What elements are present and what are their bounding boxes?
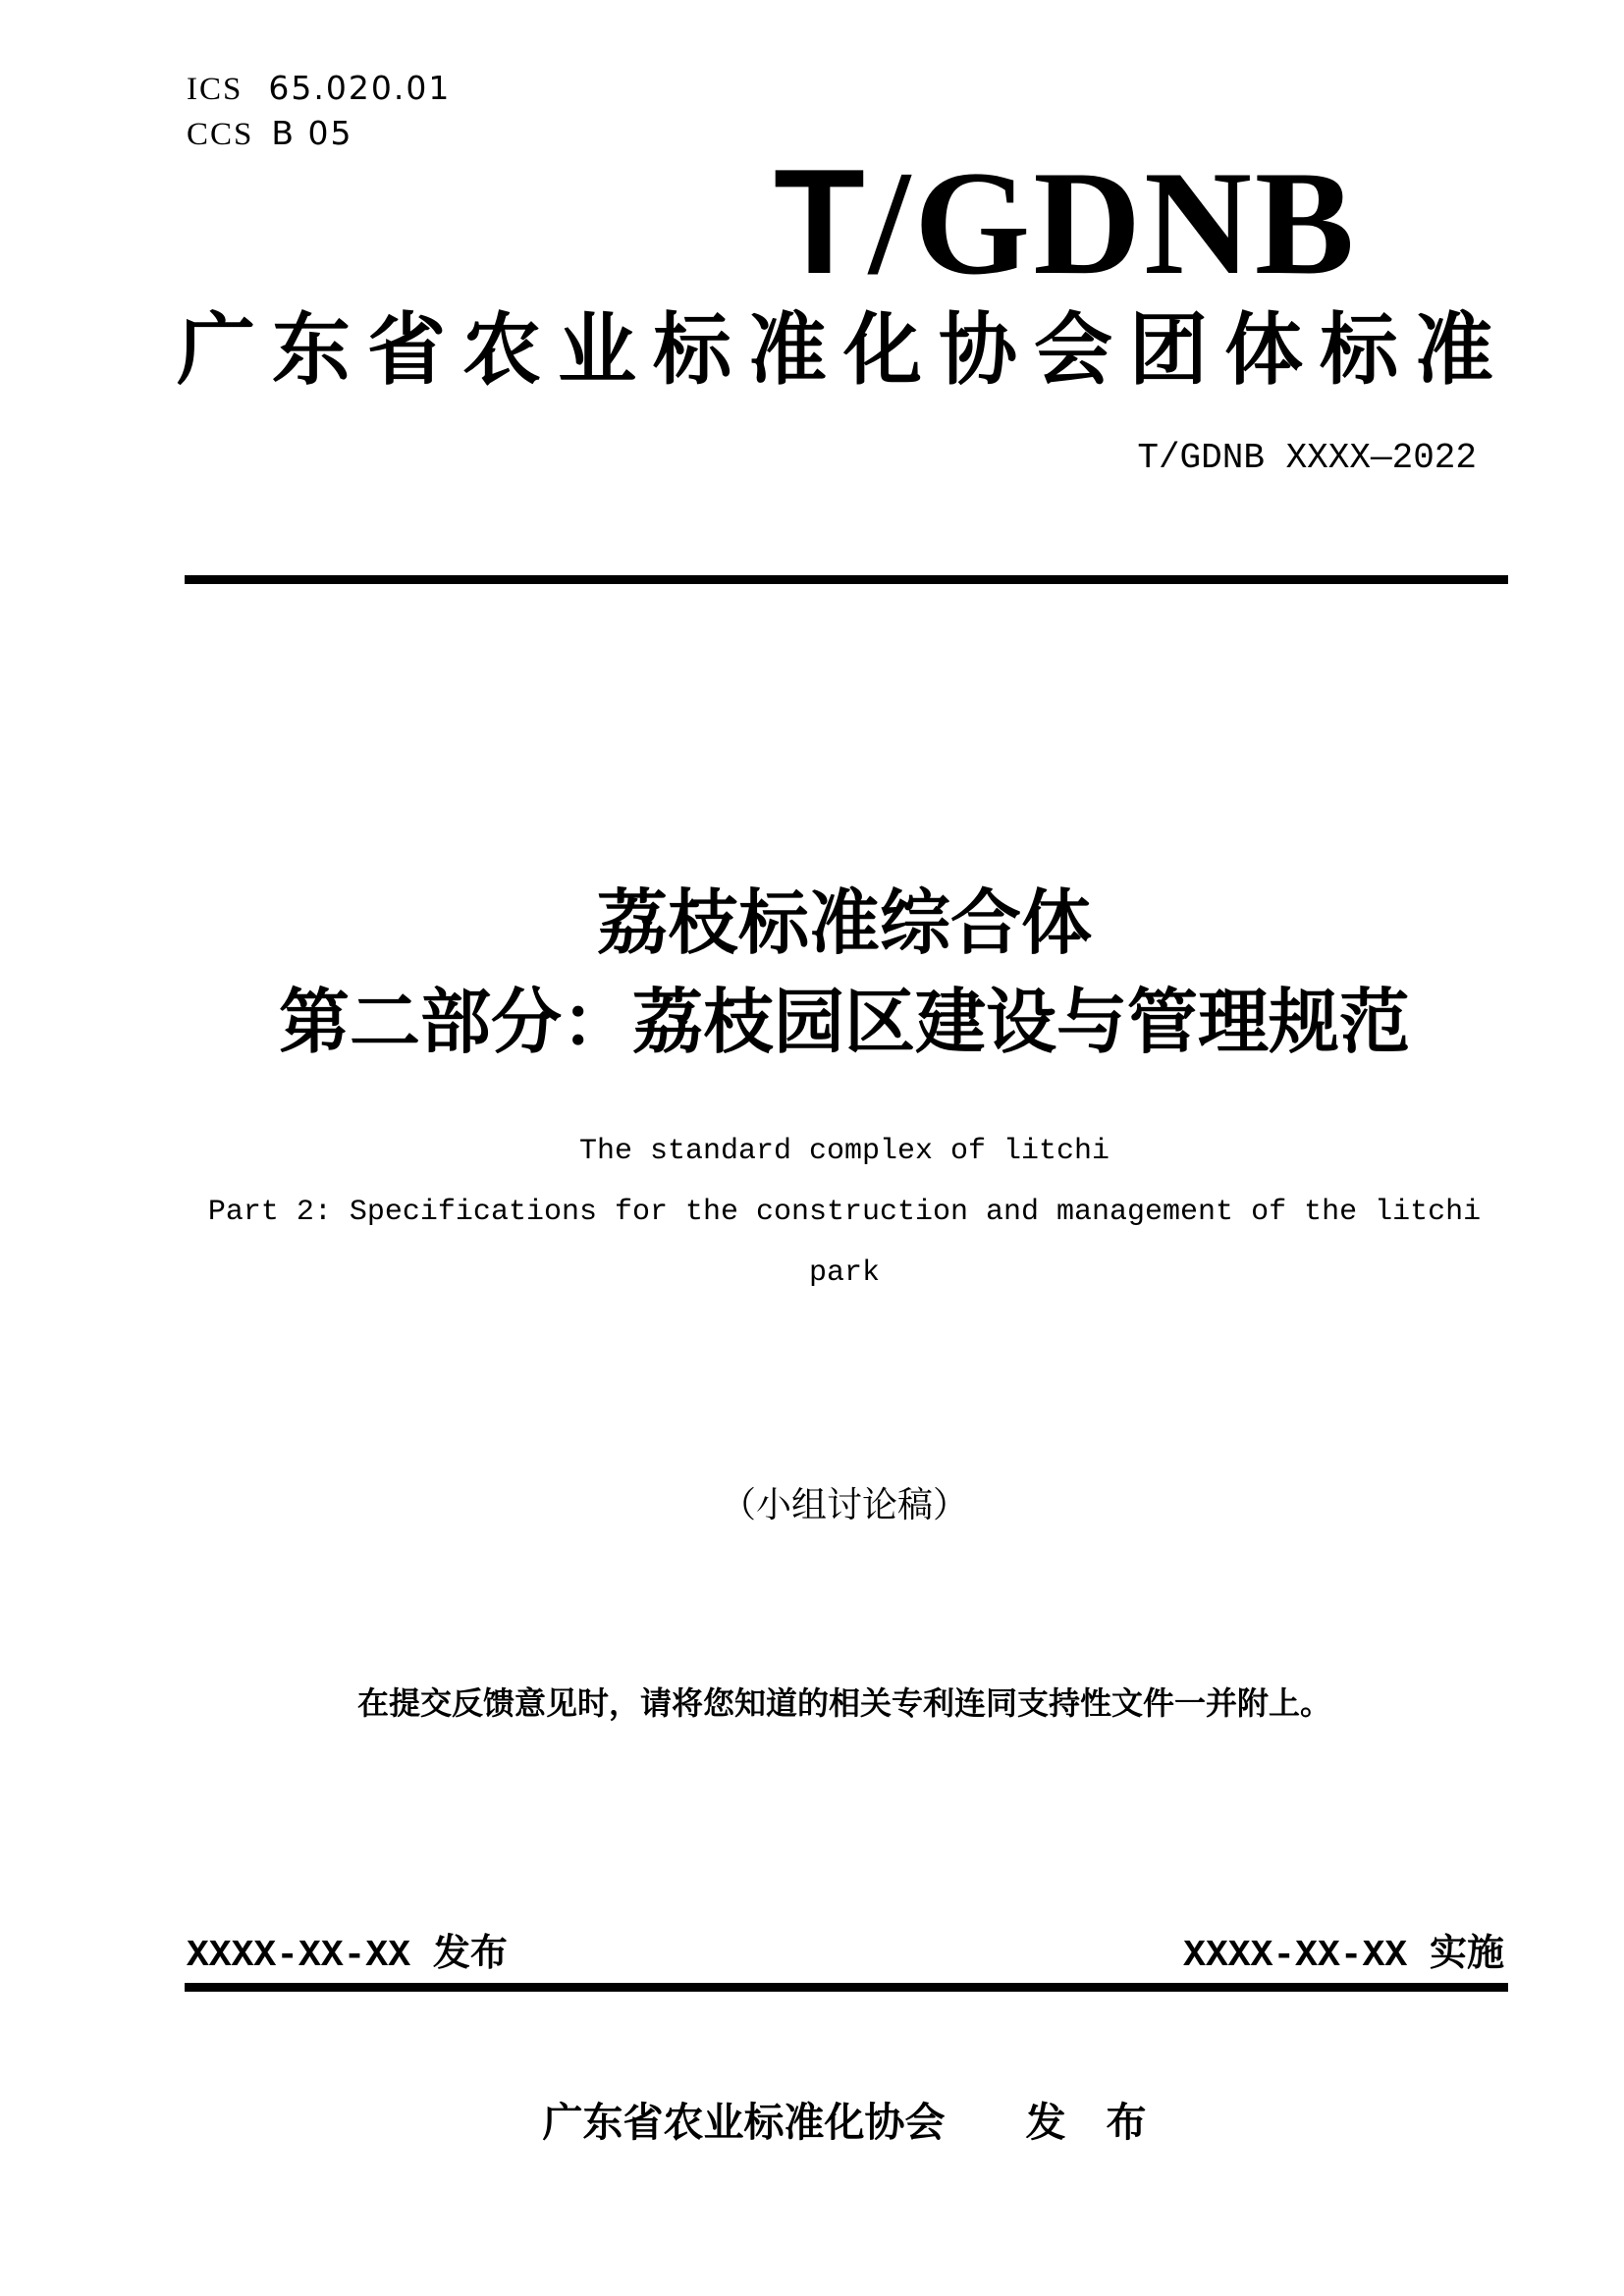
ics-code-line bbox=[187, 71, 451, 107]
main-title-line1: 荔枝标准综合体 bbox=[596, 884, 1092, 963]
standard-number: T/GDNB XXXX—2022 bbox=[1137, 438, 1477, 478]
publisher-line: 广东省农业标准化协会 发 布 bbox=[542, 2100, 1147, 2145]
logo-slash: / bbox=[868, 140, 911, 305]
implement-date: XXXX-XX-XX 实施 bbox=[1183, 1935, 1504, 1977]
main-title-line2: 第二部分：荔枝园区建设与管理规范 bbox=[278, 984, 1410, 1062]
ics-value: 65.020.01 bbox=[268, 69, 452, 107]
tgdnb-logotype bbox=[774, 138, 1358, 305]
main-title-chinese bbox=[182, 875, 1507, 1073]
patent-feedback-notice: 在提交反馈意见时，请将您知道的相关专利连同支持性文件一并附上。 bbox=[356, 1685, 1331, 1721]
subtitle-english-line3: park bbox=[808, 1256, 880, 1290]
association-standard-heading: 广东省农业标准化协会团体标准 bbox=[177, 306, 1510, 394]
subtitle-english-line1: The standard complex of litchi bbox=[578, 1135, 1110, 1168]
logo-letter-t: T bbox=[774, 138, 865, 305]
issue-date: XXXX-XX-XX 发布 bbox=[187, 1935, 508, 1977]
ics-label: ICS bbox=[187, 72, 244, 107]
subtitle-english-line2: Part 2: Specifications for the construction and management of the litchi bbox=[207, 1196, 1482, 1229]
bottom-rule bbox=[185, 1983, 1508, 1992]
draft-stage-note: （小组讨论稿） bbox=[720, 1485, 968, 1524]
dates-row bbox=[187, 1934, 1504, 1979]
ccs-code-line bbox=[187, 116, 353, 152]
ccs-value: B 05 bbox=[271, 114, 353, 152]
subtitle-english bbox=[98, 1121, 1591, 1304]
logo-gdnb: GDNB bbox=[914, 140, 1358, 305]
top-rule bbox=[185, 575, 1508, 584]
ccs-label: CCS bbox=[187, 117, 254, 152]
